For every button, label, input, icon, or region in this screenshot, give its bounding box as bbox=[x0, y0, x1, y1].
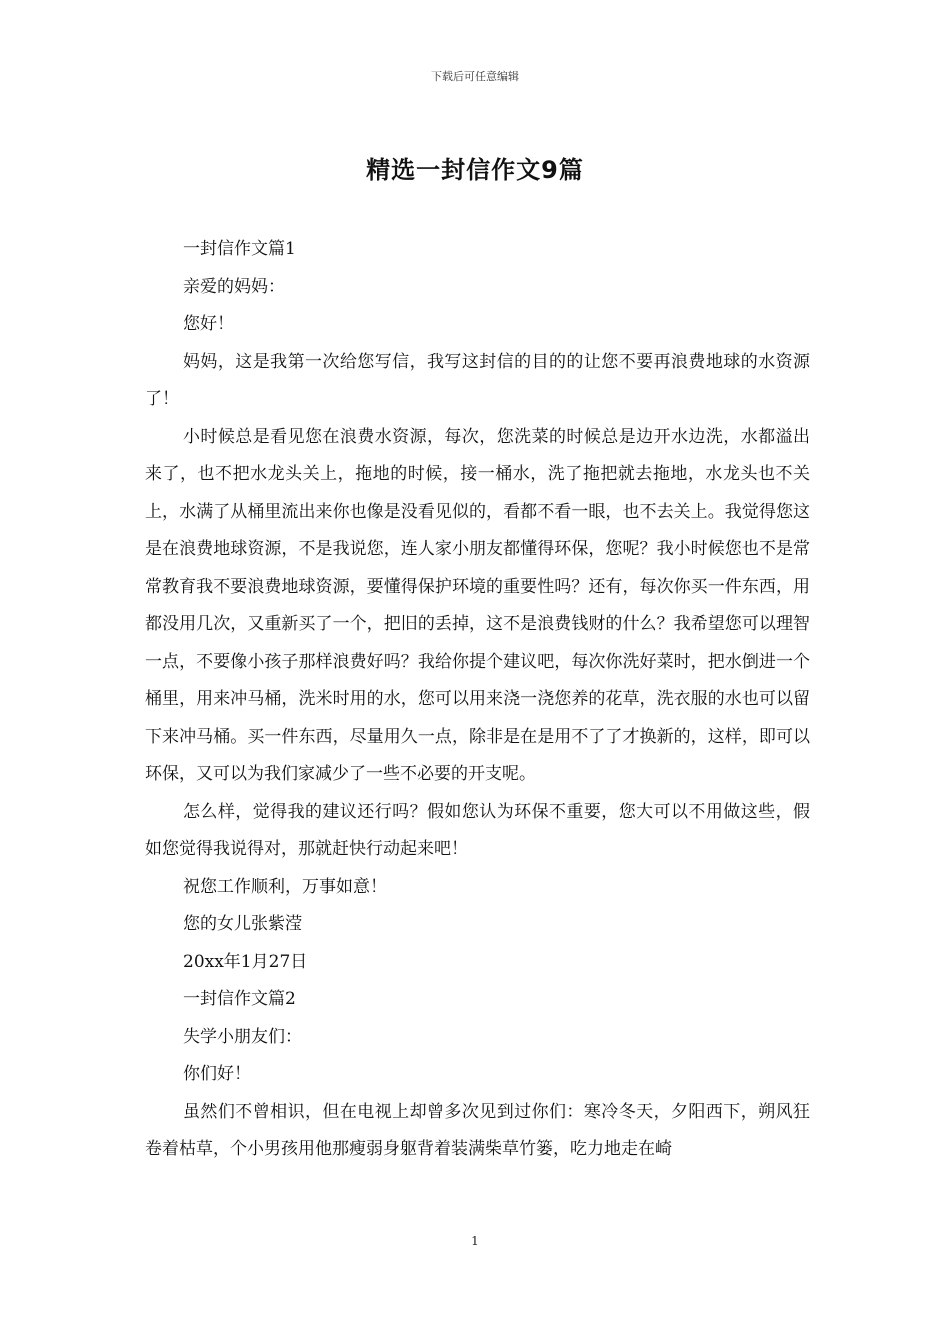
paragraph: 怎么样，觉得我的建议还行吗？假如您认为环保不重要，您大可以不用做这些，假如您觉得我说得对，那就赶快行动起来吧！ bbox=[145, 801, 810, 859]
header-note: 下载后可任意编辑 bbox=[431, 70, 519, 83]
paragraph: 您的女儿张紫滢 bbox=[183, 914, 302, 934]
document-title: 精选一封信作文9篇 bbox=[366, 156, 584, 184]
paragraph: 祝您工作顺利，万事如意！ bbox=[183, 876, 387, 897]
paragraph: 妈妈，这是我第一次给您写信，我写这封信的目的的让您不要再浪费地球的水资源了！ bbox=[145, 351, 810, 409]
paragraph: 你们好！ bbox=[183, 1064, 251, 1084]
paragraph: 亲爱的妈妈： bbox=[183, 276, 285, 297]
document-body bbox=[145, 231, 810, 1169]
paragraph: 20xx年1月27日 bbox=[183, 951, 308, 972]
paragraph: 一封信作文篇1 bbox=[183, 239, 296, 259]
paragraph: 虽然们不曾相识，但在电视上却曾多次见到过你们：寒冷冬天，夕阳西下，朔风狂卷着枯草，个小男孩用他那瘦弱身躯背着装满柴草竹篓，吃力地走在崎 bbox=[145, 1101, 810, 1159]
paragraph: 小时候总是看见您在浪费水资源，每次，您洗菜的时候总是边开水边洗，水都溢出来了，也不把水龙头关上，拖地的时候，接一桶水，洗了拖把就去拖地，水龙头也不关上，水满了从桶里流出来你也像是没看见似的，看都不看一眼，也不去关上。我觉得您这是在浪费地球资源，不是我说您，连人家小朋友都懂得环保，您呢？我小时候您也不是常常教育我不要浪费地球资源，要懂得保护环境的重要性吗？还有，每次你买一件东西，用都没用几次，又重新买了一个，把旧的丢掉，这不是浪费钱财的什么？我希望您可以理智一点，不要像小孩子那样浪费好吗？我给你提个建议吧，每次你洗好菜时，把水倒进一个桶里，用来冲马桶，洗米时用的水，您可以用来浇一浇您养的花草，洗衣服的水也可以留下来冲马桶。买一件东西，尽量用久一点，除非是在是用不了了才换新的，这样，即可以环保，又可以为我们家减少了一些不必要的开支呢。 bbox=[145, 426, 810, 784]
paragraph: 失学小朋友们： bbox=[183, 1026, 302, 1047]
paragraph: 您好！ bbox=[183, 314, 234, 334]
page-number: 1 bbox=[471, 1234, 479, 1248]
paragraph: 一封信作文篇2 bbox=[183, 989, 296, 1009]
